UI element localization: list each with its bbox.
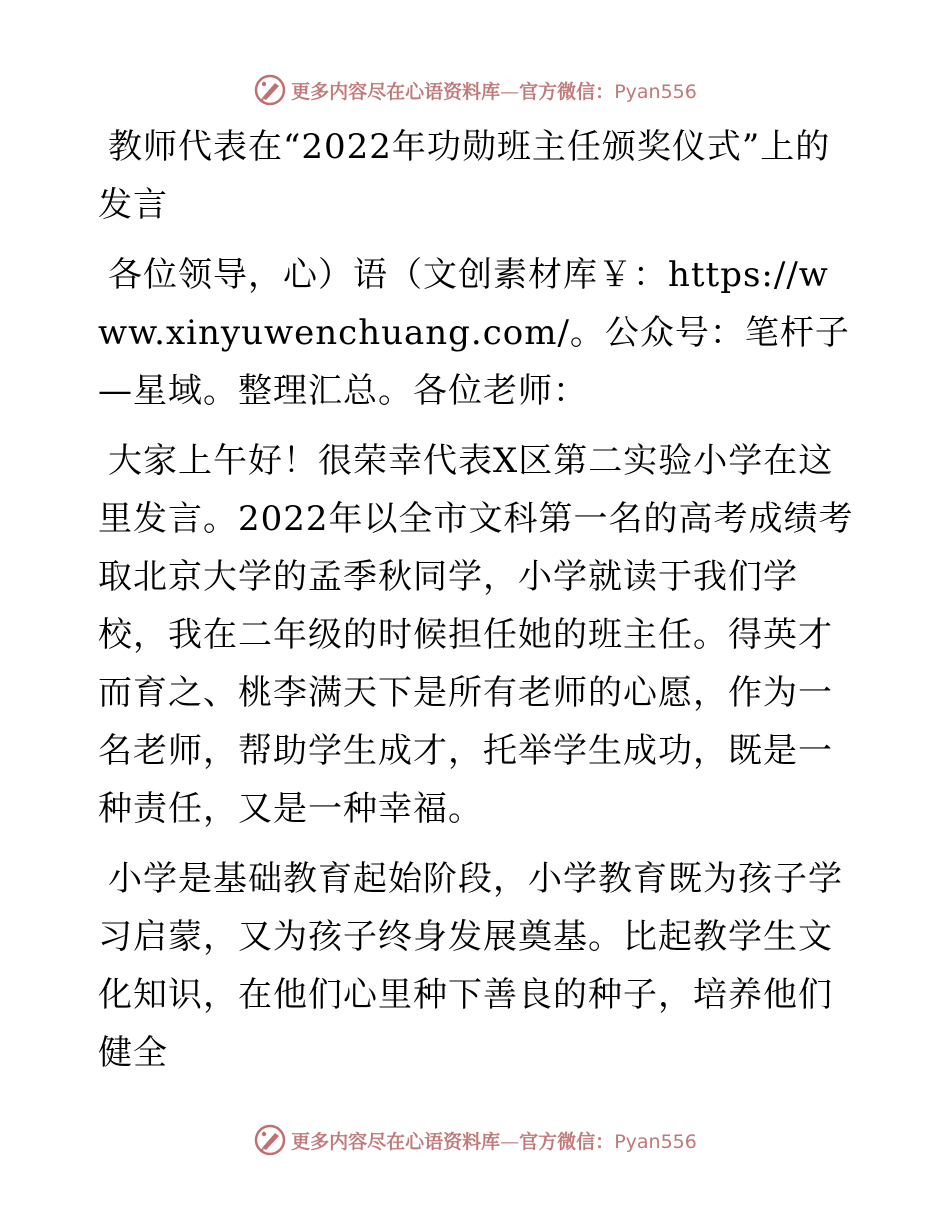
banner-slogan: 更多内容尽在心语资料库 <box>291 80 501 103</box>
paragraph-intro: 大家上午好！很荣幸代表X区第二实验小学在这里发言。2022年以全市文科第一名的高考成绩考取北京大学的孟季秋同学，小学就读于我们学校，我在二年级的时候担任她的班主任。得英才而育之、桃李满天下是所有老师的心愿，作为一名老师，帮助学生成才，托举学生成功，既是一种责任，又是一种幸福。 <box>98 441 854 829</box>
quill-pen-logo-icon <box>253 1123 287 1157</box>
document-title: 教师代表在“2022年功勋班主任颁奖仪式”上的发言 <box>98 127 831 225</box>
banner-wechat-id: Pyan556 <box>614 1130 697 1153</box>
banner-separator: — <box>500 80 520 103</box>
footer-banner <box>0 1120 950 1160</box>
paragraph-greeting: 各位领导，心）语（文创素材库￥：https://www.xinyuwenchuang.com/。公众号：笔杆子—星域。整理汇总。各位老师： <box>98 255 850 411</box>
banner-wechat-label: 官方微信： <box>519 1130 615 1153</box>
document-body <box>98 118 858 1094</box>
banner-text <box>291 1127 697 1154</box>
header-banner <box>0 70 950 110</box>
paragraph-education: 小学是基础教育起始阶段，小学教育既为孩子学习启蒙，又为孩子终身发展奠基。比起教学生文化知识，在他们心里种下善良的种子，培养他们健全 <box>98 859 843 1073</box>
banner-separator: — <box>500 1130 520 1153</box>
quill-pen-logo-icon <box>253 73 287 107</box>
banner-slogan: 更多内容尽在心语资料库 <box>291 1130 501 1153</box>
banner-wechat-id: Pyan556 <box>614 80 697 103</box>
banner-wechat-label: 官方微信： <box>519 80 615 103</box>
banner-text <box>291 77 697 104</box>
